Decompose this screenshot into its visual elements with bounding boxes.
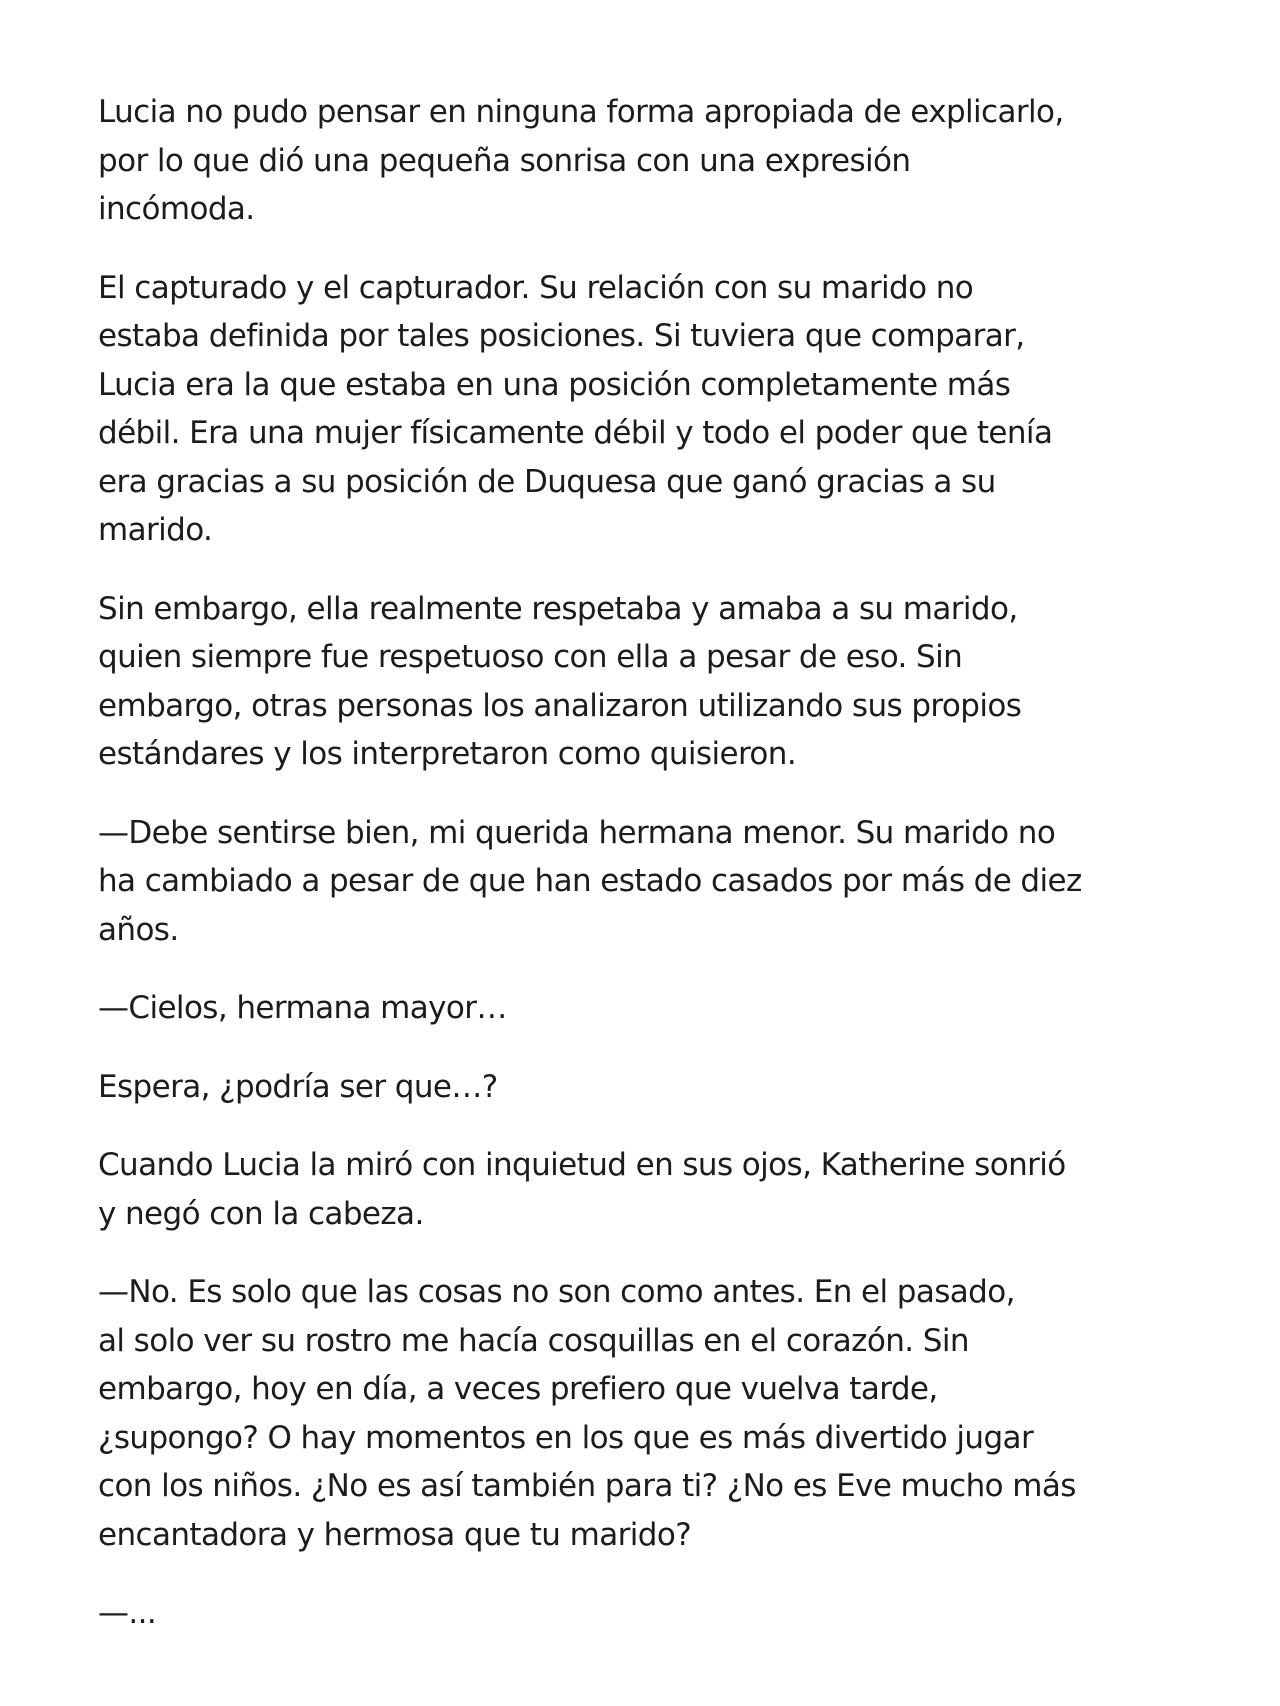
text-line: —Cielos, hermana mayor…: [98, 990, 507, 1026]
text-line: al solo ver su rostro me hacía cosquillas en el corazón. Sin: [98, 1322, 969, 1359]
text-line: años.: [98, 911, 179, 948]
document-page: [98, 88, 1108, 1668]
text-line: débil. Era una mujer físicamente débil y todo el poder que tenía: [98, 415, 1053, 451]
text-line: Espera, ¿podría ser que…?: [98, 1068, 498, 1105]
text-line: quien siempre fue respetuoso con ella a pesar de eso. Sin: [98, 639, 963, 675]
text-line: estaba definida por tales posiciones. Si tuviera que comparar,: [98, 318, 1025, 354]
text-line: El capturado y el capturador. Su relación con su marido no: [98, 269, 974, 306]
paragraph-4: [98, 809, 1108, 955]
text-line: con los niños. ¿No es así también para ti? ¿No es Eve mucho más: [98, 1468, 1076, 1504]
text-line: ¿supongo? O hay momentos en los que es más divertido jugar: [98, 1419, 1034, 1456]
paragraph-7: [98, 1141, 1108, 1238]
paragraph-2: [98, 264, 1108, 555]
text-line: por lo que dió una pequeña sonrisa con una expresión: [98, 142, 911, 179]
paragraph-8: [98, 1268, 1108, 1559]
text-line: Lucia era la que estaba en una posición completamente más: [98, 366, 1011, 403]
text-line: Sin embargo, ella realmente respetaba y amaba a su marido,: [98, 590, 1018, 627]
text-line: embargo, hoy en día, a veces prefiero que vuelva tarde,: [98, 1371, 938, 1407]
text-line: estándares y los interpretaron como quisieron.: [98, 736, 797, 772]
text-line: Lucia no pudo pensar en ninguna forma apropiada de explicarlo,: [98, 94, 1064, 130]
text-line: embargo, otras personas los analizaron utilizando sus propios: [98, 687, 1022, 724]
text-line: —No. Es solo que las cosas no son como antes. En el pasado,: [98, 1274, 1015, 1310]
paragraph-9: [98, 1589, 1108, 1638]
paragraph-6: [98, 1063, 1108, 1112]
text-line: incómoda.: [98, 191, 255, 227]
text-line: encantadora y hermosa que tu marido?: [98, 1516, 692, 1553]
text-line: —Debe sentirse bien, mi querida hermana menor. Su marido no: [98, 814, 1056, 851]
text-line: marido.: [98, 512, 213, 548]
text-line: Cuando Lucia la miró con inquietud en sus ojos, Katherine sonrió: [98, 1147, 1066, 1183]
text-line: —...: [98, 1595, 157, 1631]
paragraph-3: [98, 585, 1108, 779]
paragraph-1: [98, 88, 1108, 234]
text-line: era gracias a su posición de Duquesa que ganó gracias a su: [98, 463, 996, 500]
text-line: y negó con la cabeza.: [98, 1195, 424, 1232]
paragraph-5: [98, 984, 1108, 1033]
text-line: ha cambiado a pesar de que han estado casados por más de diez: [98, 863, 1082, 899]
